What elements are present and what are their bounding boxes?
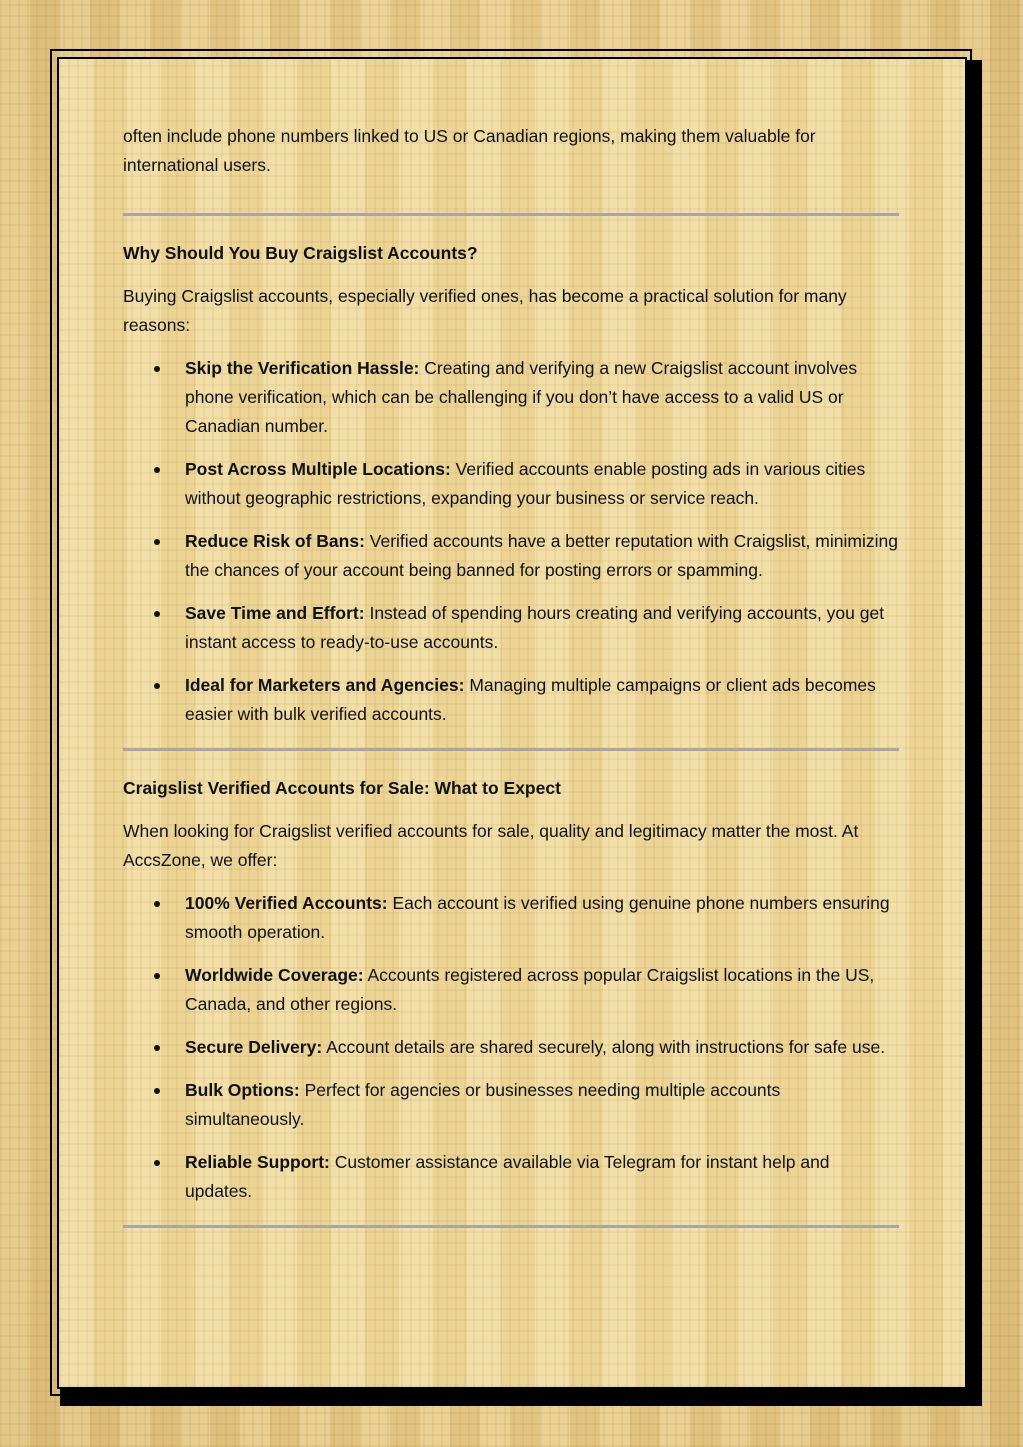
reasons-list xyxy=(123,354,901,729)
list-item-title: Ideal for Marketers and Agencies: xyxy=(185,675,465,695)
list-item-text: Perfect for agencies or businesses needing multiple accounts simultaneously. xyxy=(185,1080,781,1129)
section-paragraph-why-buy: Buying Craigslist accounts, especially verified ones, has become a practical solution for many reasons: xyxy=(123,286,847,335)
section-divider xyxy=(123,748,899,751)
section-heading-why-buy: Why Should You Buy Craigslist Accounts? xyxy=(123,243,478,263)
list-item-text: Verified accounts have a better reputation with Craigslist, minimizing the chances of your account being banned for posting errors or spamming. xyxy=(185,531,898,580)
bullet-icon xyxy=(154,366,160,372)
section-divider xyxy=(123,213,899,216)
list-item xyxy=(123,455,901,513)
bullet-icon xyxy=(154,683,160,689)
list-item xyxy=(123,1076,901,1134)
list-item-text: Verified accounts enable posting ads in various cities without geographic restrictions, expanding your business or service reach. xyxy=(185,459,866,508)
list-item xyxy=(123,354,901,441)
list-item-text: Managing multiple campaigns or client ads becomes easier with bulk verified accounts. xyxy=(185,675,876,724)
list-item xyxy=(123,889,901,947)
list-item xyxy=(123,671,901,729)
list-item-text: Creating and verifying a new Craigslist account involves phone verification, which can be challenging if you don’t have access to a valid US or Canadian number. xyxy=(185,358,858,436)
bullet-icon xyxy=(154,901,160,907)
list-item xyxy=(123,599,901,657)
list-item-title: Worldwide Coverage: xyxy=(185,965,364,985)
list-item-text: Accounts registered across popular Craigslist locations in the US, Canada, and other regions. xyxy=(185,965,875,1014)
list-item-title: Bulk Options: xyxy=(185,1080,300,1100)
list-item-title: Post Across Multiple Locations: xyxy=(185,459,451,479)
bullet-icon xyxy=(154,1160,160,1166)
list-item-title: 100% Verified Accounts: xyxy=(185,893,388,913)
list-item-title: Secure Delivery: xyxy=(185,1037,323,1057)
section-paragraph-for-sale: When looking for Craigslist verified accounts for sale, quality and legitimacy matter the most. At AccsZone, we offer: xyxy=(123,821,859,870)
list-item-title: Save Time and Effort: xyxy=(185,603,365,623)
list-item xyxy=(123,961,901,1019)
offer-list xyxy=(123,889,901,1206)
list-item xyxy=(123,1148,901,1206)
list-item-text: Instead of spending hours creating and verifying accounts, you get instant access to ready-to-use accounts. xyxy=(185,603,885,652)
bullet-icon xyxy=(154,467,160,473)
list-item-title: Reliable Support: xyxy=(185,1152,330,1172)
list-item xyxy=(123,527,901,585)
list-item-text: Each account is verified using genuine phone numbers ensuring smooth operation. xyxy=(185,893,890,942)
section-divider xyxy=(123,1225,899,1228)
list-item-text: Customer assistance available via Telegram for instant help and updates. xyxy=(185,1152,830,1201)
document-body xyxy=(123,122,901,1228)
section-heading-for-sale: Craigslist Verified Accounts for Sale: What to Expect xyxy=(123,778,561,798)
list-item-title: Skip the Verification Hassle: xyxy=(185,358,420,378)
list-item-title: Reduce Risk of Bans: xyxy=(185,531,365,551)
intro-paragraph: often include phone numbers linked to US or Canadian regions, making them valuable for international users. xyxy=(123,126,816,175)
bullet-icon xyxy=(154,1045,160,1051)
bullet-icon xyxy=(154,1088,160,1094)
bullet-icon xyxy=(154,611,160,617)
list-item xyxy=(123,1033,901,1062)
bullet-icon xyxy=(154,973,160,979)
bullet-icon xyxy=(154,539,160,545)
list-item-text: Account details are shared securely, along with instructions for safe use. xyxy=(322,1037,886,1057)
